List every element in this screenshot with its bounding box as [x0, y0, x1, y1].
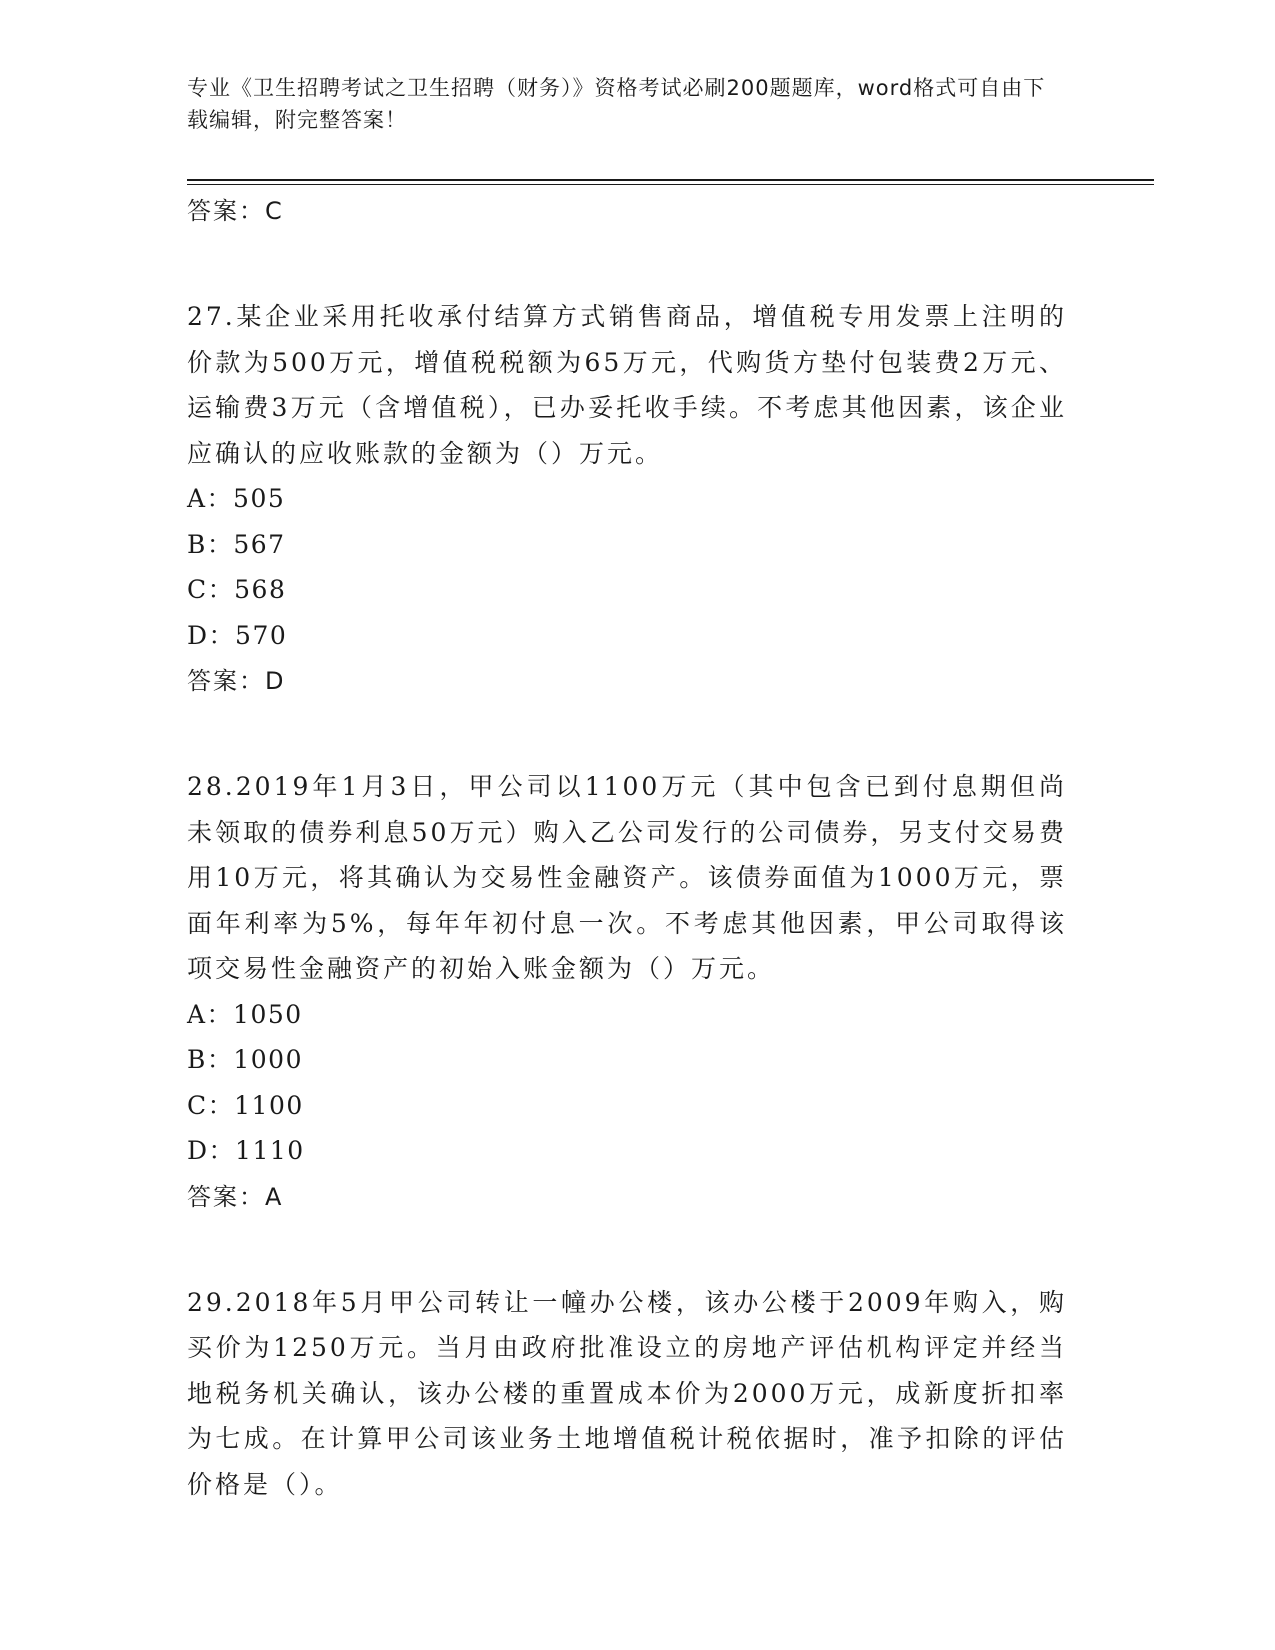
answer-line: 答案：D — [187, 667, 286, 695]
option-c: C：1100 — [187, 1090, 304, 1120]
option-d: D：1110 — [187, 1136, 305, 1165]
answer-line: 答案：A — [187, 1182, 284, 1211]
option-b: B：567 — [187, 529, 286, 559]
header-rule — [187, 179, 1154, 181]
header-rule-thin — [187, 184, 1154, 185]
question-28 — [187, 764, 1067, 1220]
option-a: A：505 — [187, 484, 286, 513]
question-29 — [187, 1280, 1067, 1508]
option-b: B：1000 — [187, 1045, 303, 1074]
document-body — [187, 188, 1067, 1507]
option-c: C：568 — [187, 575, 287, 604]
page-header: 专业《卫生招聘考试之卫生招聘（财务）》资格考试必刷200题题库，word格式可自由下载编辑，附完整答案！ — [187, 76, 1046, 132]
question-stem: 28.2019年1月3日，甲公司以1100万元（其中包含已到付息期但尚未领取的债券利息50万元）购入乙公司发行的公司债券，另支付交易费用10万元，将其确认为交易性金融资产。该债券面值为1000万元，票面年利率为5%，每年年初付息一次。不考虑其他因素，甲公司取得该项交易性金融资产的初始入账金额为（）万元。 — [187, 772, 1067, 983]
option-a: A：1050 — [187, 999, 303, 1029]
question-stem: 27.某企业采用托收承付结算方式销售商品，增值税专用发票上注明的价款为500万元，增值税税额为65万元，代购货方垫付包装费2万元、运输费3万元（含增值税），已办妥托收手续。不考虑其他因素，该企业应确认的应收账款的金额为（）万元。 — [187, 302, 1067, 468]
question-27 — [187, 294, 1067, 704]
answer-line: 答案：C — [187, 197, 284, 225]
option-d: D：570 — [187, 620, 288, 650]
question-stem: 29.2018年5月甲公司转让一幢办公楼，该办公楼于2009年购入，购买价为1250万元。当月由政府批准设立的房地产评估机构评定并经当地税务机关确认，该办公楼的重置成本价为2000万元，成新度折扣率为七成。在计算甲公司该业务土地增值税计税依据时，准予扣除的评估价格是（）。 — [187, 1287, 1067, 1499]
